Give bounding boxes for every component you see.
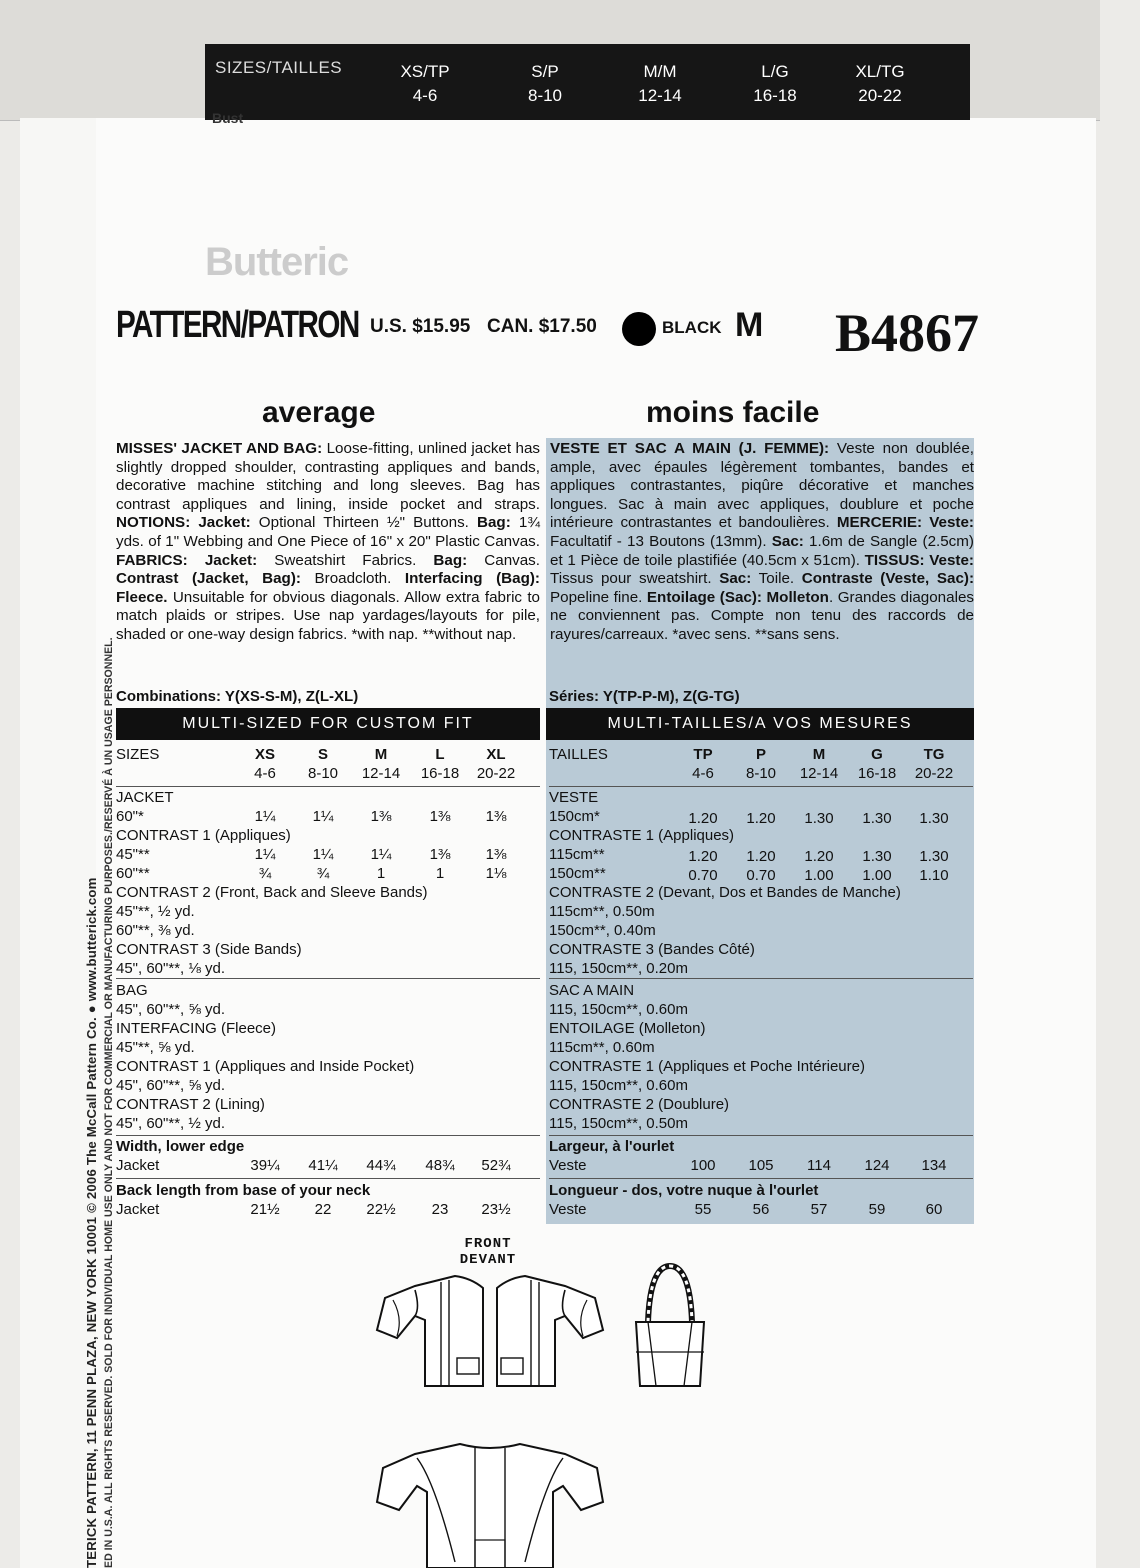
yardage-value: 1¼ (254, 846, 276, 863)
yardage-value: 1⅜ (485, 846, 507, 863)
back-row-label: Jacket (116, 1201, 160, 1218)
width-label: Largeur, à l'ourlet (549, 1138, 675, 1155)
back-length-label: Longueur - dos, votre nuque à l'ourlet (549, 1182, 819, 1199)
width-value: 134 (921, 1157, 947, 1174)
yardage-value: 1.10 (919, 867, 949, 884)
yardage-row-label: CONTRAST 3 (Side Bands) (116, 941, 302, 958)
yardage-row-label: 45"** (116, 846, 150, 863)
size-range: 8-10 (307, 765, 339, 782)
bag-row-label: CONTRASTE 2 (Doublure) (549, 1096, 730, 1113)
yardage-value: 1.20 (746, 848, 776, 865)
yardage-row-label: 150cm**, 0.40m (549, 922, 656, 939)
back-length-value: 22½ (366, 1201, 396, 1218)
size-letter: M (735, 306, 764, 344)
pattern-number: B4867 (835, 303, 980, 363)
bag-row-label: 45"**, ⅝ yd. (116, 1039, 195, 1056)
yardage-row-label: CONTRASTE 3 (Bandes Côté) (549, 941, 755, 958)
back-length-value: 57 (810, 1201, 828, 1218)
size-code: XL (486, 746, 506, 763)
yardage-row-label: JACKET (116, 789, 174, 806)
width-label: Width, lower edge (116, 1138, 245, 1155)
size-code: L (435, 746, 445, 763)
top-size-col: L/G 16-18 (753, 62, 797, 105)
bag-row-label: 45", 60"**, ⅝ yd. (116, 1001, 226, 1018)
yardage-row-label: 150cm* (549, 808, 600, 825)
width-value: 44¾ (366, 1157, 396, 1174)
size-code: XS (254, 746, 275, 763)
back-length-value: 23½ (481, 1201, 511, 1218)
yardage-value: 1.30 (862, 810, 892, 827)
yardage-value: 1.00 (862, 867, 892, 884)
yardage-value: 1 (376, 865, 386, 882)
difficulty-en: average (262, 396, 376, 429)
brand-logo: Butteric (205, 240, 349, 284)
us-price: U.S. $15.95 (370, 316, 471, 337)
size-range: 20-22 (914, 765, 954, 782)
bag-row-label: 45", 60"**, ½ yd. (116, 1115, 226, 1132)
top-size-col: XS/TP 4-6 (400, 62, 450, 105)
jacket-front-illustration (375, 1268, 605, 1393)
bust-label: Bust (212, 110, 244, 126)
width-value: 105 (748, 1157, 774, 1174)
back-length-value: 21½ (250, 1201, 280, 1218)
bag-row-label: 115cm**, 0.60m (549, 1039, 655, 1056)
yardage-value: 0.70 (746, 867, 776, 884)
yardage-row-label: 45", 60"**, ⅛ yd. (116, 960, 226, 977)
size-code: P (755, 746, 766, 763)
yardage-value: 1.20 (804, 848, 834, 865)
size-code: TP (693, 746, 713, 763)
size-range: 4-6 (254, 765, 276, 782)
yardage-value: 1¼ (370, 846, 392, 863)
multi-header-fr: MULTI-TAILLES/A VOS MESURES (546, 708, 974, 740)
size-range: 12-14 (799, 765, 839, 782)
black-dot-icon (622, 312, 656, 346)
width-value: 41¼ (308, 1157, 338, 1174)
bag-row-label: 45", 60"**, ⅝ yd. (116, 1077, 226, 1094)
yardage-value: 1.30 (919, 848, 949, 865)
size-range: 4-6 (692, 765, 714, 782)
width-value: 114 (807, 1157, 831, 1174)
size-range: 8-10 (745, 765, 777, 782)
yardage-row-label: 115cm**, 0.50m (549, 903, 655, 920)
yardage-value: 1¼ (312, 808, 334, 825)
top-size-col: S/P 8-10 (527, 62, 563, 105)
yardage-value: 1.30 (804, 810, 834, 827)
table-rule (116, 1135, 540, 1136)
yardage-value: 1 (435, 865, 445, 882)
bag-row-label: INTERFACING (Fleece) (116, 1020, 277, 1037)
bag-row-label: BAG (116, 982, 148, 999)
yardage-value: 1.20 (688, 810, 718, 827)
top-size-col: M/M 12-14 (638, 62, 682, 105)
size-code: G (871, 746, 883, 763)
width-value: 124 (864, 1157, 890, 1174)
table-rule (549, 1135, 973, 1136)
yardage-row-label: CONTRASTE 2 (Devant, Dos et Bandes de Manche) (549, 884, 901, 901)
yardage-row-label: CONTRAST 2 (Front, Back and Sleeve Bands) (116, 884, 428, 901)
bag-row-label: 115, 150cm**, 0.50m (549, 1115, 688, 1132)
difficulty-fr: moins facile (646, 396, 820, 429)
sizes-label: SIZES (116, 746, 160, 763)
table-rule (116, 786, 540, 787)
width-value: 39¼ (250, 1157, 280, 1174)
table-rule (116, 1178, 540, 1179)
series-fr: Séries: Y(TP-P-M), Z(G-TG) (549, 688, 740, 705)
yardage-row-label: VESTE (549, 789, 599, 806)
width-value: 48¾ (425, 1157, 455, 1174)
multi-header-en: MULTI-SIZED FOR CUSTOM FIT (116, 708, 540, 740)
size-range: 12-14 (361, 765, 401, 782)
yardage-row-label: CONTRASTE 1 (Appliques) (549, 827, 735, 844)
yardage-value: 1.20 (688, 848, 718, 865)
back-length-value: 23 (431, 1201, 449, 1218)
size-range: 16-18 (857, 765, 897, 782)
width-row-label: Jacket (116, 1157, 160, 1174)
back-length-value: 56 (752, 1201, 770, 1218)
size-range: 20-22 (476, 765, 516, 782)
yardage-row-label: 45"**, ½ yd. (116, 903, 195, 920)
bag-row-label: SAC A MAIN (549, 982, 635, 999)
size-code: S (317, 746, 328, 763)
yardage-value: 1¼ (312, 846, 334, 863)
size-code: M (374, 746, 388, 763)
description-fr: VESTE ET SAC A MAIN (J. FEMME): Veste non doublée, ample, avec épaules légèrement tombantes, bandes et appliques contrastantes, piqûre décorative et manches longues. Sac à main avec appliques, doublure et poche intérieure contrastantes et bandoulières. MERCERIE: Veste: Facultatif - 13 Boutons (13mm). Sac: 1.6m de Sangle (2.5cm) et 1 Pièce de toile plastifiée (40.5cm x 51cm). TISSUS: Veste: Tissus pour sweatshirt. Sac: Toile. Contraste (Veste, Sac): Popeline fine. Entoilage (Sac): Molleton. Grandes diagonales ne conviennent pas. Compte non tenu des raccords de rayures/carreaux. *avec sens. **sans sens. (550, 440, 975, 643)
size-range: 16-18 (420, 765, 460, 782)
combinations-en: Combinations: Y(XS-S-M), Z(L-XL) (116, 688, 359, 705)
yardage-value: 1⅜ (370, 808, 392, 825)
back-length-label: Back length from base of your neck (116, 1182, 371, 1199)
yardage-value: 1.20 (746, 810, 776, 827)
back-row-label: Veste (549, 1201, 587, 1218)
yardage-value: 1⅜ (485, 808, 507, 825)
yardage-value: 1.00 (804, 867, 834, 884)
description-en: MISSES' JACKET AND BAG: Loose-fitting, unlined jacket has slightly dropped shoulder, contrasting appliques and bands, decorative machine stitching and long sleeves. Bag has contrast appliques and lining, inside pocket and straps. NOTIONS: Jacket: Optional Thirteen ½" Buttons. Bag: 1¾ yds. of 1" Webbing and One Piece of 16" x 20" Plastic Canvas. FABRICS: Jacket: Sweatshirt Fabrics. Bag: Canvas. Contrast (Jacket, Bag): Broadcloth. Interfacing (Bag): Fleece. Unsuitable for obvious diagonals. Allow extra fabric to match plaids or stripes. Use nap yardages/layouts for pile, shaded or one-way design fabrics. *with nap. **without nap. (116, 440, 540, 643)
width-row-label: Veste (549, 1157, 587, 1174)
jacket-back-illustration (375, 1432, 605, 1568)
yardage-row-label: 60"** (116, 865, 150, 882)
table-rule (116, 978, 540, 979)
bag-row-label: ENTOILAGE (Molleton) (549, 1020, 706, 1037)
front-label: FRONT DEVANT (459, 1236, 517, 1268)
yardage-value: 1.30 (919, 810, 949, 827)
sizes-label: TAILLES (549, 746, 608, 763)
bag-row-label: 115, 150cm**, 0.60m (549, 1077, 688, 1094)
yardage-value: ¾ (316, 865, 330, 882)
back-length-value: 22 (314, 1201, 332, 1218)
yardage-row-label: 60"**, ⅜ yd. (116, 922, 195, 939)
side-legal-text: ED IN U.S.A. ALL RIGHTS RESERVED. SOLD FOR INDIVIDUAL HOME USE ONLY AND NOT FOR COMMERCIAL OR MANUFACTURING PURPOSES./RESERVÉ À UN USAGE PERSONNEL. (103, 637, 115, 1568)
color-label: BLACK (662, 318, 722, 337)
yardage-row-label: CONTRAST 1 (Appliques) (116, 827, 291, 844)
bag-row-label: CONTRAST 1 (Appliques and Inside Pocket) (116, 1058, 415, 1075)
back-length-value: 60 (925, 1201, 943, 1218)
top-size-label: SIZES/TAILLES (215, 58, 343, 77)
bag-row-label: CONTRASTE 1 (Appliques et Poche Intérieure) (549, 1058, 865, 1075)
width-value: 100 (690, 1157, 716, 1174)
yardage-row-label: 150cm** (549, 865, 606, 882)
size-code: M (812, 746, 826, 763)
pattern-title: PATTERN/PATRON (116, 304, 359, 346)
back-length-value: 55 (694, 1201, 712, 1218)
width-value: 52¾ (481, 1157, 511, 1174)
yardage-value: 1.30 (862, 848, 892, 865)
yardage-value: 1¼ (254, 808, 276, 825)
yardage-row-label: 115cm** (549, 846, 605, 863)
side-address-text: TERICK PATTERN, 11 PENN PLAZA, NEW YORK 10001 © 2006 The McCall Pattern Co. ● www.butterick.com (84, 877, 99, 1568)
yardage-row-label: 60"* (116, 808, 144, 825)
bag-illustration (630, 1262, 710, 1392)
table-rule (549, 978, 973, 979)
yardage-value: 1⅜ (429, 808, 451, 825)
yardage-value: 1⅛ (485, 865, 507, 882)
back-length-value: 59 (868, 1201, 886, 1218)
table-rule (549, 1178, 973, 1179)
bag-row-label: CONTRAST 2 (Lining) (116, 1096, 265, 1113)
yardage-value: 1⅜ (429, 846, 451, 863)
yardage-row-label: 115, 150cm**, 0.20m (549, 960, 688, 977)
bag-row-label: 115, 150cm**, 0.60m (549, 1001, 688, 1018)
top-size-col: XL/TG 20-22 (855, 62, 905, 105)
size-code: TG (923, 746, 945, 763)
top-size-bar (205, 44, 970, 120)
can-price: CAN. $17.50 (487, 316, 597, 337)
table-rule (549, 786, 973, 787)
yardage-value: ¾ (258, 865, 272, 882)
yardage-value: 0.70 (688, 867, 718, 884)
